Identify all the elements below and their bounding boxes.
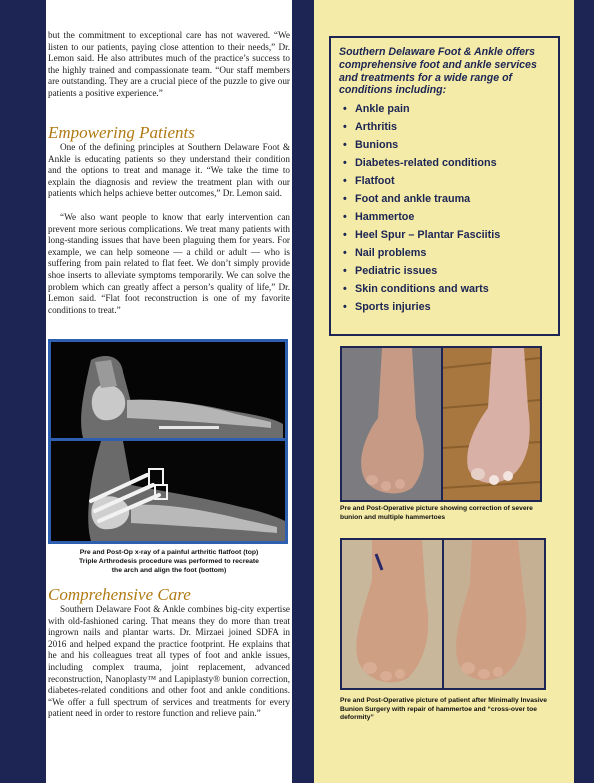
condition-item [343, 262, 550, 280]
bullet-icon: • [343, 229, 347, 242]
bullet-icon: • [343, 247, 347, 260]
condition-label: Hammertoe [355, 211, 415, 224]
right-edge-band [574, 0, 594, 783]
xray-caption-line: Pre and Post-Op x-ray of a painful arthritic flatfoot (top) [79, 549, 259, 556]
bullet-icon: • [343, 301, 347, 314]
bullet-icon: • [343, 139, 347, 152]
xray-image-frame [48, 339, 288, 544]
xray-caption-line: the arch and align the foot (bottom) [111, 567, 227, 574]
article-paragraph: “We also want people to know that early intervention can prevent more serious complications. We treat many patients with long-standing issues that have been plaguing them for years. For example, we can help someone — a child or adult — who is suffering from pain related to flat feet. We don’t simply provide shoe inserts to alleviate symptoms temporarily. We can solve the problem which can greatly affect a person’s quality of life,” Dr. Lemon said. “Flat foot reconstruction is one of my favorite conditions to treat.” [48, 212, 290, 315]
heading-comprehensive-care: Comprehensive Care [48, 585, 191, 604]
condition-label: Arthritis [355, 121, 397, 134]
bullet-icon: • [343, 121, 347, 134]
condition-item [343, 100, 550, 118]
conditions-box [329, 36, 560, 336]
condition-label: Bunions [355, 139, 399, 152]
condition-item [343, 298, 550, 316]
bullet-icon: • [343, 103, 347, 116]
photo-caption-line: bunion and multiple hammertoes [340, 513, 446, 521]
bullet-icon: • [343, 211, 347, 224]
condition-label: Diabetes-related conditions [355, 157, 497, 170]
condition-item [343, 172, 550, 190]
condition-label: Sports injuries [355, 301, 431, 314]
bullet-icon: • [343, 175, 347, 188]
bullet-icon: • [343, 283, 347, 296]
photo-bunion-caption [340, 505, 556, 522]
bullet-icon: • [343, 157, 347, 170]
photo-bunion-frame [340, 346, 542, 502]
conditions-list [339, 100, 550, 316]
photo-mis-caption [340, 697, 566, 723]
article-paragraph: Southern Delaware Foot & Ankle combines big-city expertise with old-fashioned caring. That means they do more than treat ingrown nails and plantar warts. Dr. Mirzaei joined SDFA in 2016 and helped expand the practice footprint. He explains that he and his colleagues treat all types of foot and ankle issues, including complex trauma, joint replacement, advanced reconstruction, Nanoplasty™ and Lapiplasty® bunion correction, diabetes-related conditions and other foot and ankle conditions. “We offer a full spectrum of services and treatments for every patient need in order to restore function and relieve pain.” [48, 604, 290, 719]
condition-label: Heel Spur – Plantar Fasciitis [355, 229, 501, 242]
bullet-icon: • [343, 265, 347, 278]
condition-item [343, 280, 550, 298]
xray-image-pre-op [51, 342, 285, 438]
photo-mis-frame [340, 538, 546, 690]
condition-label: Foot and ankle trauma [355, 193, 471, 206]
xray-image-post-op [51, 441, 285, 541]
condition-label: Flatfoot [355, 175, 395, 188]
photo-caption-line: Pre and Post-Operative picture showing correction of severe [340, 505, 533, 512]
condition-item [343, 226, 550, 244]
heading-empowering-patients: Empowering Patients [48, 123, 195, 142]
condition-item [343, 154, 550, 172]
article-paragraph: One of the defining principles at Southern Delaware Foot & Ankle is educating patients so they understand their condition and the options to treat and manage it. “We take the time to explain the diagnosis and review the treatment plan with our patients which helps achieve better outcomes,” Dr. Lemon said. [48, 142, 290, 199]
condition-label: Nail problems [355, 247, 427, 260]
condition-label: Skin conditions and warts [355, 283, 489, 296]
condition-item [343, 190, 550, 208]
xray-caption-line: Triple Arthrodesis procedure was performed to recreate [79, 558, 259, 565]
condition-item [343, 136, 550, 154]
photo-caption-line: Bunion Surgery with repair of hammertoe and “cross-over toe [340, 705, 537, 713]
condition-item [343, 118, 550, 136]
condition-item [343, 208, 550, 226]
condition-item [343, 244, 550, 262]
photo-caption-line: Pre and Post-Operative picture of patient after Minimally Invasive [340, 697, 547, 704]
bullet-icon: • [343, 193, 347, 206]
conditions-intro: Southern Delaware Foot & Ankle offers comprehensive foot and ankle services and treatments for a wide range of conditions including: [339, 46, 537, 97]
article-paragraph: but the commitment to exceptional care has not wavered. “We listen to our patients, paying close attention to their needs,” Dr. Lemon said. He also attributes much of the practice’s success to the highly trained and compassionate team. “Our staff members are outstanding. They are a crucial piece of the puzzle to give our patients a positive experience.” [48, 30, 290, 98]
photo-bunion-pre-post [342, 348, 540, 500]
condition-label: Pediatric issues [355, 265, 438, 278]
photo-caption-line: deformity” [340, 714, 374, 722]
photo-mis-pre-post [342, 540, 544, 688]
condition-label: Ankle pain [355, 103, 410, 116]
